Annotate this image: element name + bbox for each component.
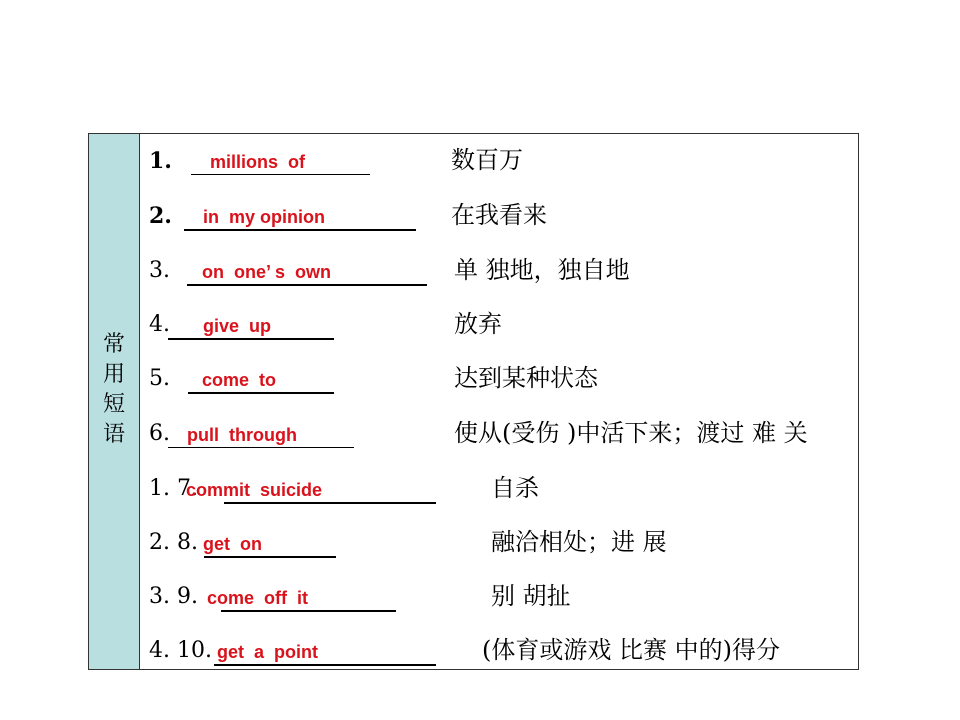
blank-line [221, 610, 396, 612]
answer-text: come to [202, 370, 277, 390]
row-number: 2. [149, 203, 172, 229]
chinese-meaning: 别 胡扯 [491, 582, 571, 610]
answer-text: on one’ s own [202, 262, 332, 282]
blank-line [188, 392, 334, 394]
answer-text: come off it [207, 588, 309, 608]
answer-text: millions of [210, 152, 306, 172]
blank-line [184, 229, 416, 231]
chinese-meaning: 使从(受伤 )中活下来；渡过 难 关 [454, 419, 808, 447]
answer-text: get on [203, 534, 262, 554]
category-label [89, 330, 139, 450]
blank-line [191, 174, 370, 175]
row-number: 3. [149, 258, 170, 283]
chinese-meaning: 融洽相处；进 展 [491, 528, 667, 556]
answer-text: commit suicide [186, 480, 323, 500]
answer-text: in my opinion [203, 207, 325, 227]
blank-line [214, 664, 436, 666]
blank-line [204, 556, 336, 558]
chinese-meaning: 达到某种状态 [454, 364, 598, 392]
row-number: 5. [149, 366, 170, 391]
chinese-meaning: 单 独地，独自地 [454, 256, 630, 284]
category-char: 语 [102, 422, 125, 447]
row-number: 2. 8. [149, 530, 198, 555]
blank-line [187, 284, 427, 286]
category-char: 常 [102, 332, 125, 357]
phrase-table [88, 133, 859, 670]
row-number: 1. 7. [149, 476, 198, 501]
blank-line [224, 502, 436, 504]
chinese-meaning: 数百万 [451, 146, 523, 174]
answer-text: give up [203, 316, 272, 336]
row-number: 3. 9. [149, 584, 198, 609]
chinese-meaning: 自杀 [491, 474, 539, 502]
category-column [89, 134, 140, 669]
row-number: 1. [149, 148, 172, 174]
row-number: 4. [149, 312, 170, 337]
chinese-meaning: (体育或游戏 比赛 中的)得分 [482, 636, 780, 664]
blank-line [168, 447, 354, 448]
chinese-meaning: 放弃 [454, 310, 502, 338]
category-char: 用 [102, 362, 125, 387]
answer-text: get a point [217, 642, 318, 662]
row-number: 4. 10. [149, 638, 212, 663]
answer-text: pull through [187, 425, 297, 445]
category-char: 短 [102, 392, 125, 417]
row-number: 6. [149, 421, 170, 446]
blank-line [168, 338, 334, 340]
chinese-meaning: 在我看来 [451, 201, 547, 229]
